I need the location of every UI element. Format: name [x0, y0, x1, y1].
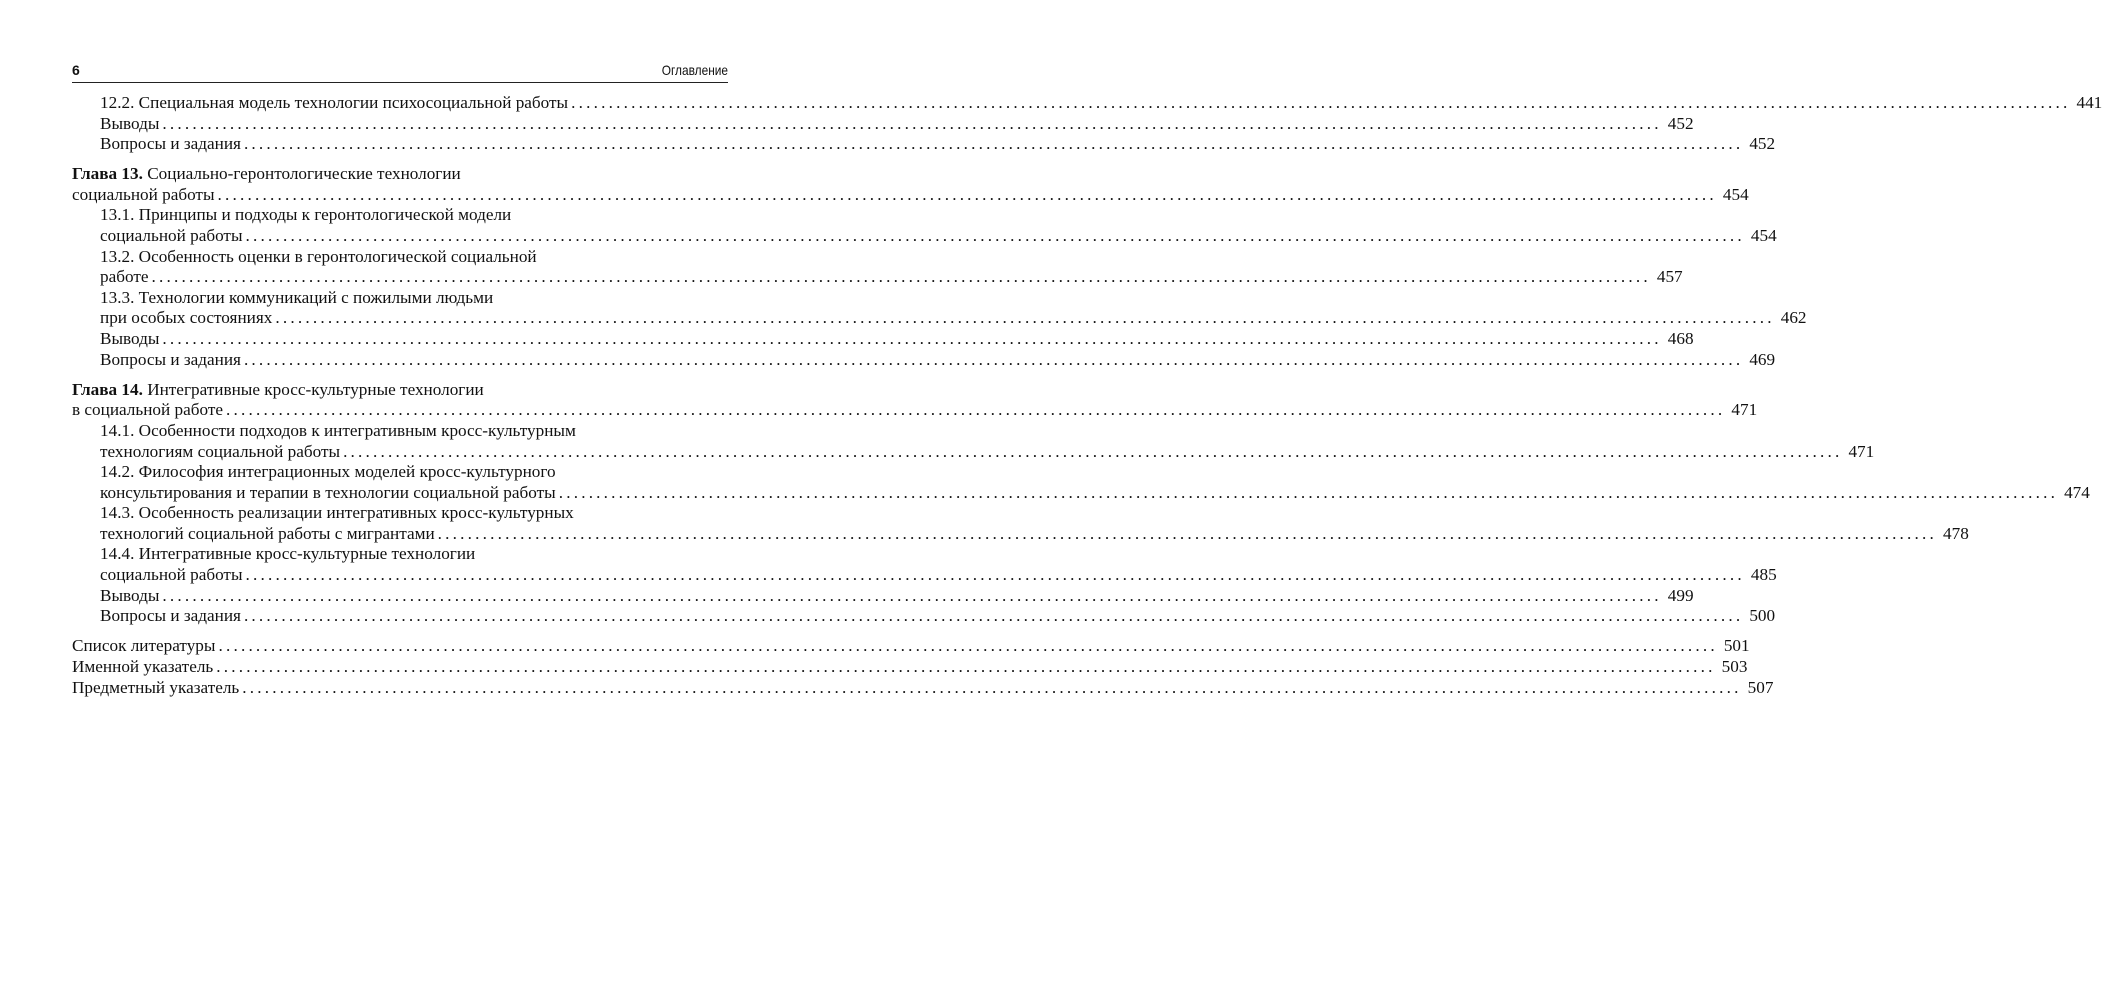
dot-leader: ........................................................................................................................................................................................................	[437, 523, 1938, 543]
entry-title	[100, 503, 574, 524]
entry-title-text: 14.1. Особенности подходов к интегративным кросс-культурным	[100, 420, 576, 440]
toc-entry-line[interactable]	[72, 226, 1777, 247]
page-ref[interactable]: 469	[1749, 349, 1776, 369]
entry-title-text: Выводы	[100, 329, 160, 349]
dot-leader: ........................................................................................................................................................................................................	[162, 585, 1662, 605]
page-ref[interactable]: 471	[1848, 441, 1875, 461]
toc-entry-line[interactable]	[72, 349, 1776, 371]
dot-leader: ........................................................................................................................................................................................................	[162, 329, 1662, 349]
dot-leader: ........................................................................................................................................................................................................	[216, 656, 1716, 676]
toc-entry[interactable]	[72, 349, 1776, 371]
toc-entry-line[interactable]	[72, 544, 728, 565]
running-header	[72, 60, 728, 83]
dot-leader: ........................................................................................................................................................................................................	[242, 677, 1742, 697]
entry-title-text: Интегративные кросс-культурные технологии	[142, 379, 484, 399]
entry-title-text: социальной работы	[100, 565, 243, 585]
dot-leader: ........................................................................................................................................................................................................	[217, 184, 1717, 204]
toc-entry-line[interactable]	[72, 329, 1694, 350]
toc-entry-line[interactable]	[72, 93, 2102, 114]
toc-entry-line[interactable]	[72, 462, 728, 483]
entry-title	[100, 483, 556, 504]
dot-leader: ........................................................................................................................................................................................................	[243, 606, 1744, 626]
dot-leader: ........................................................................................................................................................................................................	[571, 93, 2071, 112]
toc-entry-line[interactable]	[72, 441, 1875, 463]
entry-title	[100, 134, 241, 155]
toc-entry[interactable]	[72, 606, 1776, 627]
entry-title	[100, 308, 272, 329]
toc-entry[interactable]	[72, 379, 1758, 421]
page-ref[interactable]: 501	[1723, 636, 1750, 656]
toc-entry-line[interactable]	[72, 677, 1774, 699]
entry-title-text: консультирования и терапии в технологии социальной работы	[100, 482, 556, 502]
toc-entry-line[interactable]	[72, 113, 1694, 135]
page-ref[interactable]: 462	[1780, 308, 1807, 328]
dot-leader: ........................................................................................................................................................................................................	[343, 441, 1843, 461]
entry-title	[100, 565, 243, 586]
entry-title-text: 14.2. Философия интеграционных моделей кросс-культурного	[100, 462, 556, 482]
entry-title-text: технологиям социальной работы	[100, 441, 341, 461]
toc-entry-line[interactable]	[72, 134, 1776, 155]
dot-leader: ........................................................................................................................................................................................................	[245, 226, 1745, 246]
entry-title-text: Список литературы	[72, 636, 216, 656]
dot-leader: ........................................................................................................................................................................................................	[243, 349, 1744, 369]
entry-title-text: технологий социальной работы с мигрантами	[100, 523, 435, 543]
toc-entry-line[interactable]	[72, 482, 2090, 504]
entry-title-text: Вопросы и задания	[100, 349, 241, 369]
entry-title-text: Вопросы и задания	[100, 134, 241, 154]
page-ref[interactable]: 485	[1750, 565, 1777, 585]
entry-title-text: 13.2. Особенность оценки в геронтологической социальной	[100, 246, 537, 266]
toc-section	[72, 636, 1774, 698]
page-ref[interactable]: 454	[1722, 184, 1749, 204]
dot-leader: ........................................................................................................................................................................................................	[558, 482, 2059, 502]
entry-title-text: Социально-геронтологические технологии	[142, 164, 461, 184]
entry-title-text: социальной работы	[100, 226, 243, 246]
entry-title	[100, 544, 475, 565]
entry-title	[100, 462, 556, 483]
toc-entry-line[interactable]	[72, 400, 1758, 421]
dot-leader: ........................................................................................................................................................................................................	[245, 565, 1745, 585]
toc-entry-line[interactable]	[72, 503, 728, 524]
toc-entry[interactable]	[72, 585, 1694, 607]
entry-title	[100, 524, 435, 545]
toc-entry[interactable]	[72, 164, 1749, 205]
dot-leader: ........................................................................................................................................................................................................	[162, 113, 1662, 133]
entry-title-text: 14.4. Интегративные кросс-культурные технологии	[100, 544, 476, 564]
page-ref[interactable]: 452	[1749, 134, 1776, 154]
toc-entry-line[interactable]	[72, 308, 1807, 329]
entry-title	[72, 657, 213, 678]
toc-entry[interactable]	[72, 677, 1774, 699]
entry-title-text: работе	[100, 267, 149, 287]
entry-title-text: 12.2. Специальная модель технологии психосоциальной работы	[100, 93, 569, 112]
entry-title	[100, 114, 159, 135]
dot-leader: ........................................................................................................................................................................................................	[226, 400, 1726, 420]
entry-title-text: 14.3. Особенность реализации интегративных кросс-культурных	[100, 503, 574, 523]
toc-entry[interactable]	[72, 503, 1969, 544]
entry-title	[100, 205, 511, 226]
entry-title-text: Предметный указатель	[72, 677, 240, 697]
chapter-label: Глава 13.	[72, 164, 143, 184]
entry-title	[72, 636, 215, 657]
chapter-label: Глава 14.	[72, 379, 143, 399]
toc-entry-line[interactable]	[72, 184, 1749, 206]
entry-title-text: Выводы	[100, 585, 160, 605]
entry-title	[72, 380, 484, 401]
toc-entry[interactable]	[72, 420, 1875, 462]
page-ref[interactable]: 478	[1943, 523, 1969, 543]
entry-title	[72, 678, 239, 699]
toc-entry-line[interactable]	[72, 380, 728, 401]
entry-title-text: 13.1. Принципы и подходы к геронтологической модели	[100, 205, 512, 225]
entry-title-text: 13.3. Технологии коммуникаций с пожилыми людьми	[100, 287, 494, 307]
toc-entry[interactable]	[72, 329, 1694, 350]
page-number: 6	[72, 62, 80, 78]
toc-entry[interactable]	[72, 462, 2090, 503]
entry-title	[100, 288, 493, 309]
toc-entry[interactable]	[72, 113, 1694, 135]
entry-title-text: в социальной работе	[72, 400, 223, 420]
toc-section	[72, 93, 2102, 155]
toc-entry-line[interactable]	[72, 606, 1776, 627]
page-ref[interactable]: 503	[1721, 656, 1748, 676]
entry-title-text: при особых состояниях	[100, 308, 273, 328]
page-ref[interactable]: 441	[2076, 93, 2102, 112]
toc-entry[interactable]	[72, 205, 1777, 246]
toc-entry-line[interactable]	[72, 267, 1683, 288]
toc-entry-line[interactable]	[72, 205, 728, 226]
table-of-contents	[72, 93, 2102, 708]
entry-title	[100, 421, 576, 442]
entry-title-text: Выводы	[100, 113, 160, 133]
toc-entry[interactable]	[72, 656, 1748, 678]
toc-entry[interactable]	[72, 93, 2102, 114]
dot-leader: ........................................................................................................................................................................................................	[218, 636, 1718, 656]
toc-entry-line[interactable]	[72, 656, 1748, 678]
toc-entry[interactable]	[72, 287, 1807, 329]
entry-title	[72, 400, 223, 421]
toc-entry[interactable]	[72, 134, 1776, 155]
entry-title	[100, 93, 568, 114]
toc-entry-line[interactable]	[72, 636, 1750, 657]
page-ref[interactable]: 468	[1667, 329, 1694, 349]
entry-title	[100, 586, 159, 607]
entry-title	[100, 329, 159, 350]
toc-section	[72, 164, 1807, 370]
toc-entry-line[interactable]	[72, 585, 1694, 607]
entry-title	[100, 350, 241, 371]
toc-entry[interactable]	[72, 246, 1683, 288]
entry-title-text: социальной работы	[72, 184, 215, 204]
toc-entry-line[interactable]	[72, 523, 1969, 545]
page-ref[interactable]: 499	[1667, 585, 1694, 605]
entry-title	[72, 164, 461, 185]
entry-title-text: Именной указатель	[72, 656, 214, 676]
page-ref[interactable]: 471	[1731, 400, 1758, 420]
page-ref[interactable]: 500	[1749, 606, 1776, 626]
toc-entry-line[interactable]	[72, 421, 728, 442]
dot-leader: ........................................................................................................................................................................................................	[151, 267, 1651, 287]
toc-entry-line[interactable]	[72, 164, 728, 185]
page-ref[interactable]: 474	[2064, 482, 2090, 502]
entry-title	[100, 606, 241, 627]
dot-leader: ........................................................................................................................................................................................................	[275, 308, 1775, 328]
toc-section	[72, 379, 2090, 627]
page-ref[interactable]: 452	[1667, 113, 1694, 133]
dot-leader: ........................................................................................................................................................................................................	[243, 134, 1744, 154]
page-ref[interactable]: 457	[1656, 267, 1683, 287]
toc-entry[interactable]	[72, 636, 1750, 657]
toc-entry-line[interactable]	[72, 288, 728, 309]
entry-title	[72, 185, 215, 206]
entry-title-text: Вопросы и задания	[100, 606, 241, 626]
toc-entry-line[interactable]	[72, 247, 728, 268]
page-ref[interactable]: 454	[1750, 226, 1777, 246]
entry-title	[100, 226, 243, 247]
running-title: Оглавление	[661, 62, 728, 78]
page-ref[interactable]: 507	[1747, 677, 1774, 697]
toc-entry-line[interactable]	[72, 565, 1777, 586]
entry-title	[100, 247, 537, 268]
toc-entry[interactable]	[72, 544, 1777, 585]
entry-title	[100, 267, 148, 288]
entry-title	[100, 442, 340, 463]
